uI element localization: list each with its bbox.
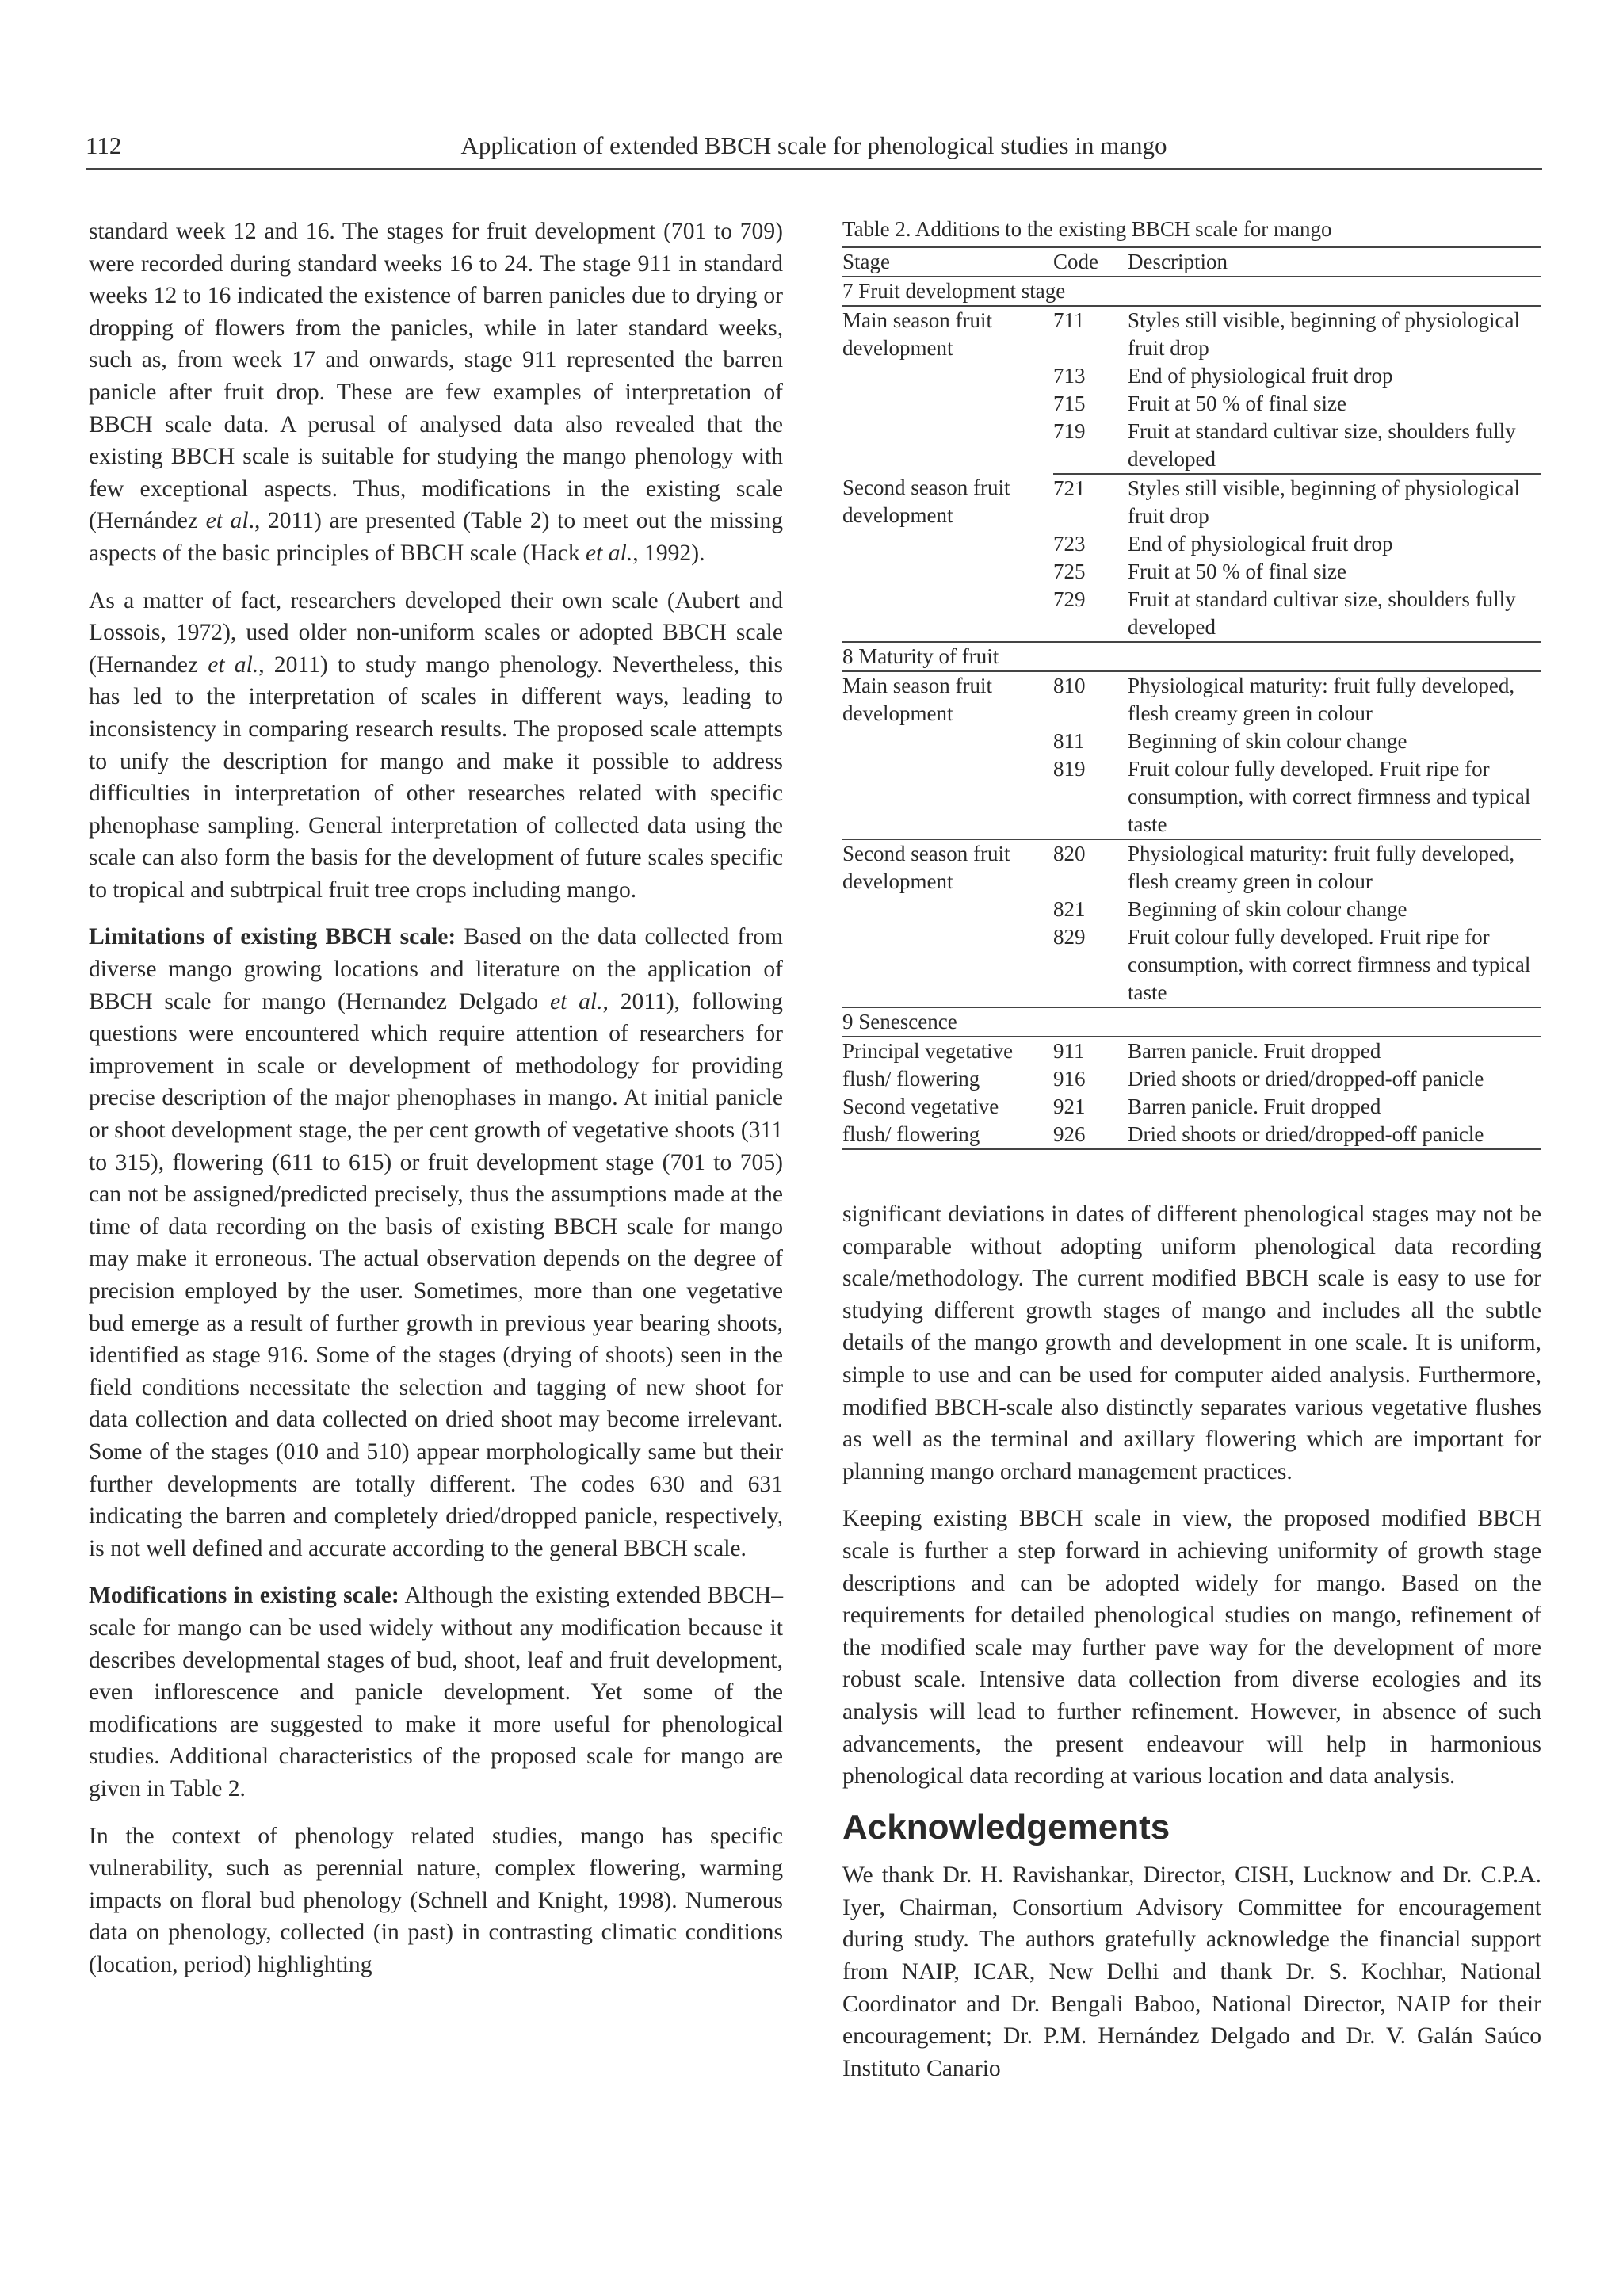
bbch-additions-table <box>842 246 1541 1150</box>
acknowledgements-heading: Acknowledgements <box>842 1807 1170 1847</box>
table-row: Main season fruit development 711 Styles still visible, beginning of physiological fruit drop <box>842 308 1520 360</box>
running-head <box>86 127 1542 166</box>
run-in-heading: Modifications in existing scale: <box>89 1583 399 1609</box>
section-row: 7 Fruit development stage <box>842 277 1541 306</box>
paragraph: significant deviations in dates of different phenological stages may not be comparable without adopting uniform phenological data recording scale/methodology. The current modified BBCH scale is easy to use for studying different growth stages of mango and includes all the subtle details of the mango growth and development in one scale. It is uniform, simple to use and can be used for computer aided analysis. Furthermore, modified BBCH-scale also distinctly separates various vegetative flushes as well as the terminal and axillary flowering which are important for planning mango orchard management practices. <box>842 1201 1541 1484</box>
table-row: Principal vegetative flush/ flowering 911 Barren panicle. Fruit dropped <box>842 1039 1381 1091</box>
acknowledgements-text: We thank Dr. H. Ravishankar, Director, CISH, Lucknow and Dr. C.P.A. Iyer, Chairman, Consortium Advisory Committee for encouragement during study. The authors gratefully acknowledge the financial support from NAIP, ICAR, New Delhi and thank Dr. S. Kochhar, National Coordinator and Dr. Bengali Baboo, National Director, NAIP for their encouragement; Dr. P.M. Hernández Delgado and Dr. V. Galán Saúco Instituto Canario <box>842 1862 1541 2081</box>
table-row: 926 Dried shoots or dried/dropped-off panicle <box>842 1121 1541 1149</box>
table-row: 713 End of physiological fruit drop <box>1053 364 1393 388</box>
col-header-description: Description <box>1128 247 1541 277</box>
table-row: 819 Fruit colour fully developed. Fruit ripe for consumption, with correct firmness and typical taste <box>842 755 1541 839</box>
table-caption: Table 2. Additions to the existing BBCH scale for mango <box>842 217 1332 241</box>
paragraph-limitations: Limitations of existing BBCH scale: Based on the data collected from diverse mango growing locations and literature on the application of BBCH scale for mango (Hernandez Delgado et al., 2011), following questions were encountered which require attention of researchers for improvement in scale or development of methodology for providing precise description of the major phenophases in mango. At initial panicle or shoot development stage, the per cent growth of vegetative shoots (311 to 315), flowering (611 to 615) or fruit development stage (701 to 705) can not be assigned/predicted precisely, thus the assumptions made at the time of data recording on the basis of existing BBCH scale for mango may make it erroneous. The actual observation depends on the degree of precision employed by the user. Sometimes, more than one vegetative bud emerge as a result of further growth in previous year bearing shoots, identified as stage 916. Some of the stages (drying of shoots) seen in the field conditions necessitate the selection and tagging of new shoot for data collection and data collected on dried shoot may become irrelevant. Some of the stages (010 and 510) appear morphologically same but their further developments are totally different. The codes 630 and 631 indicating the barren and completely dried/dropped panicle, respectively, is not well defined and accurate according to the general BBCH scale. <box>89 924 783 1561</box>
table-row: Main season fruit development 810 Physiological maturity: fruit fully developed, flesh creamy green in colour <box>842 671 1541 728</box>
section-row: 8 Maturity of fruit <box>842 642 1541 671</box>
paragraph-modifications: Modifications in existing scale: Although the existing extended BBCH–scale for mango can be used widely without any modification because it describes developmental stages of bud, shoot, leaf and fruit development, even inflorescence and panicle development. Yet some of the modifications are suggested to make it more useful for phenological studies. Additional characteristics of the proposed scale for mango are given in Table 2. <box>89 1583 783 1801</box>
table-row: Second vegetative flush/ flowering 921 Barren panicle. Fruit dropped <box>842 1093 1541 1121</box>
paragraph: As a matter of fact, researchers developed their own scale (Aubert and Lossois, 1972), used older non-uniform scales or adopted BBCH scale (Hernandez et al., 2011) to study mango phenology. Nevertheless, this has led to the interpretation of scales in different ways, leading to inconsistency in comparing research results. The proposed scale attempts to unify the description for mango and make it possible to address difficulties in interpretation of other researches related with specific phenophase sampling. General interpretation of collected data using the scale can also form the basis for the development of future scales specific to tropical and subtrpical fruit tree crops including mango. <box>89 587 783 903</box>
paragraph: In the context of phenology related studies, mango has specific vulnerability, such as perennial nature, complex flowering, warming impacts on floral bud phenology (Schnell and Knight, 1998). Numerous data on phenology, collected (in past) in contrasting climatic conditions (location, period) highlighting <box>89 1823 783 1977</box>
header-rule <box>86 168 1542 170</box>
paragraph: standard week 12 and 16. The stages for fruit development (701 to 709) were recorded during standard weeks 16 to 24. The stage 911 in standard weeks 12 to 16 indicated the existence of barren panicles due to drying or dropping of flowers from the panicles, while in later standard weeks, such as, from week 17 and onwards, stage 911 represented the barren panicle after fruit drop. These are few examples of interpretation of BBCH scale data. A perusal of analysed data also revealed that the existing BBCH scale is suitable for studying the mango phenology with few exceptional aspects. Thus, modifications in the existing scale (Hernández et al., 2011) are presented (Table 2) to meet out the missing aspects of the basic principles of BBCH scale (Hack et al., 1992). <box>89 219 783 566</box>
table-2 <box>842 216 1541 1150</box>
col-header-stage: Stage <box>842 247 1053 277</box>
section-row: 9 Senescence <box>842 1007 1541 1037</box>
right-column <box>842 1198 1541 2099</box>
table-row: 729 Fruit at standard cultivar size, shoulders fully developed <box>842 586 1541 642</box>
table-row: Second season fruit development 721 Styles still visible, beginning of physiological fruit drop <box>842 474 1541 530</box>
paragraph: Keeping existing BBCH scale in view, the proposed modified BBCH scale is further a step forward in achieving uniformity of growth stage descriptions and can be adopted widely for mango. Based on the requirements for detailed phenological studies on mango, refinement of the modified scale may further pave way for the development of more robust scale. Intensive data collection from diverse ecologies and its analysis will lead to further refinement. However, in absence of such advancements, the present endeavour will help in harmonious phenological data recording at various location and data analysis. <box>842 1506 1541 1790</box>
col-header-code: Code <box>1053 247 1128 277</box>
table-row: Second season fruit development 820 Physiological maturity: fruit fully developed, flesh creamy green in colour <box>842 839 1541 896</box>
table-row: 829 Fruit colour fully developed. Fruit ripe for consumption, with correct firmness and typical taste <box>842 923 1541 1007</box>
running-title: Application of extended BBCH scale for phenological studies in mango <box>460 132 1167 159</box>
table-row: 916 Dried shoots or dried/dropped-off panicle <box>1053 1067 1484 1091</box>
table-row: 723 End of physiological fruit drop <box>1053 532 1393 556</box>
run-in-heading: Limitations of existing BBCH scale: <box>89 924 456 950</box>
table-row: 715 Fruit at 50 % of final size <box>1053 392 1346 415</box>
page-number: 112 <box>86 132 122 159</box>
table-row: 725 Fruit at 50 % of final size <box>1053 560 1346 583</box>
table-row: 811 Beginning of skin colour change <box>1053 729 1407 753</box>
table-row: 821 Beginning of skin colour change <box>1053 897 1407 921</box>
left-column <box>89 216 783 1996</box>
table-row: 719 Fruit at standard cultivar size, shoulders fully developed <box>842 418 1541 474</box>
table-header-row <box>842 247 1541 277</box>
